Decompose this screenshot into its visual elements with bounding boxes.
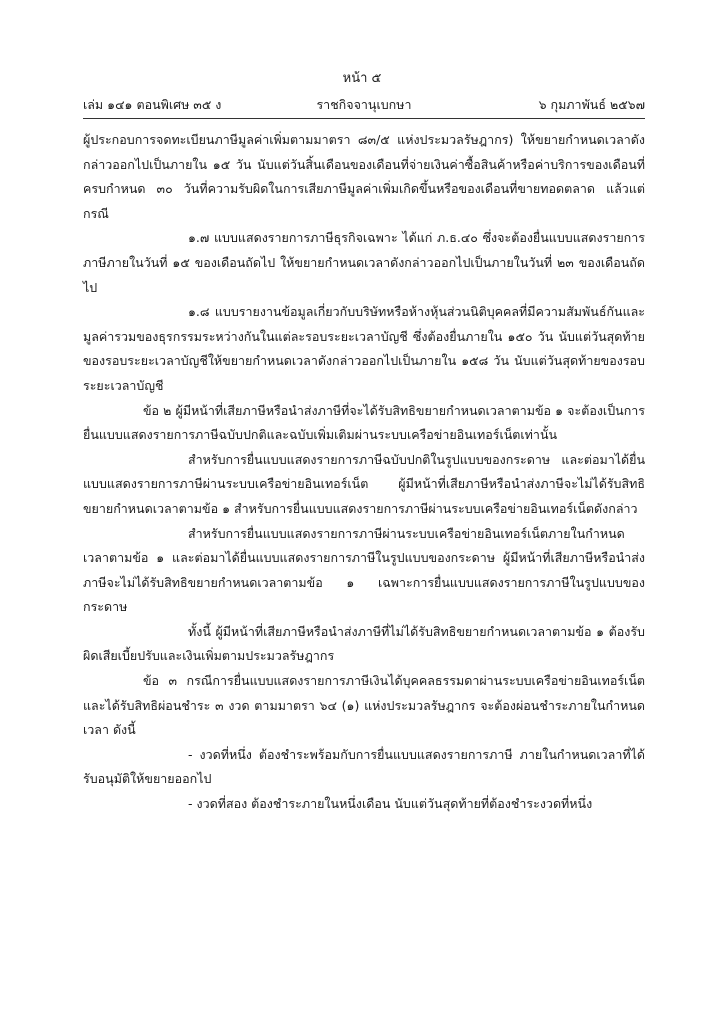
gazette-header bbox=[83, 95, 645, 115]
clause-2-paper-filing: สำหรับการยื่นแบบแสดงรายการภาษีฉบับปกติในรูปแบบของกระดาษ และต่อมาได้ยื่นแบบแสดงรายการภาษีผ่านระบบเครือข่ายอินเทอร์เน็ต ผู้มีหน้าที่เสียภาษีหรือนำส่งภาษีจะไม่ได้รับสิทธิขยายกำหนดเวลาตามข้อ ๑ สำหรับการยื่นแบบแสดงรายการภาษีผ่านระบบเครือข่ายอินเทอร์เน็ตดังกล่าว bbox=[83, 451, 645, 516]
publication-date: ๖ กุมภาพันธ์ ๒๕๖๗ bbox=[538, 97, 645, 112]
header-divider bbox=[83, 118, 645, 119]
issue-info: เล่ม ๑๔๑ ตอนพิเศษ ๓๕ ง bbox=[83, 97, 222, 112]
page-number: หน้า ๕ bbox=[342, 71, 382, 86]
installment-1: - งวดที่หนึ่ง ต้องชำระพร้อมกับการยื่นแบบแสดงรายการภาษี ภายในกำหนดเวลาที่ได้รับอนุมัติให้ขยายออกไป bbox=[83, 746, 645, 787]
installment-2: - งวดที่สอง ต้องชำระภายในหนึ่งเดือน นับแต่วันสุดท้ายที่ต้องชำระงวดที่หนึ่ง bbox=[188, 796, 593, 812]
clause-3: ข้อ ๓ กรณีการยื่นแบบแสดงรายการภาษีเงินได้บุคคลธรรมดาผ่านระบบเครือข่ายอินเทอร์เน็ตและได้รับสิทธิผ่อนชำระ ๓ งวด ตามมาตรา ๖๔ (๑) แห่งประมวลรัษฎากร จะต้องผ่อนชำระภายในกำหนดเวลา ดังนี้ bbox=[83, 673, 645, 738]
clause-2: ข้อ ๒ ผู้มีหน้าที่เสียภาษีหรือนำส่งภาษีที่จะได้รับสิทธิขยายกำหนดเวลาตามข้อ ๑ จะต้องเป็นการยื่นแบบแสดงรายการภาษีฉบับปกติและฉบับเพิ่มเติมผ่านระบบเครือข่ายอินเทอร์เน็ตเท่านั้น bbox=[83, 402, 645, 443]
clause-2-penalty: ทั้งนี้ ผู้มีหน้าที่เสียภาษีหรือนำส่งภาษีที่ไม่ได้รับสิทธิขยายกำหนดเวลาตามข้อ ๑ ต้องรับผิดเสียเบี้ยปรับและเงินเพิ่มตามประมวลรัษฎากร bbox=[83, 623, 645, 664]
paragraph-continuation: ผู้ประกอบการจดทะเบียนภาษีมูลค่าเพิ่มตามมาตรา ๘๓/๕ แห่งประมวลรัษฎากร) ให้ขยายกำหนดเวลาดังกล่าวออกไปเป็นภายใน ๑๕ วัน นับแต่วันสิ้นเดือนของเดือนที่จ่ายเงินค่าซื้อสินค้าหรือค่าบริการของเดือนที่ครบกำหนด ๓๐ วันที่ความรับผิดในการเสียภาษีมูลค่าเพิ่มเกิดขึ้นหรือของเดือนที่ขายทอดตลาด แล้วแต่กรณี bbox=[83, 132, 645, 221]
paragraph-1-7: ๑.๗ แบบแสดงรายการภาษีธุรกิจเฉพาะ ได้แก่ ภ.ธ.๔๐ ซึ่งจะต้องยื่นแบบแสดงรายการภาษีภายในวันที่ ๑๕ ของเดือนถัดไป ให้ขยายกำหนดเวลาดังกล่าวออกไปเป็นภายในวันที่ ๒๓ ของเดือนถัดไป bbox=[83, 230, 645, 295]
gazette-name: ราชกิจจานุเบกษา bbox=[316, 97, 412, 112]
clause-2-internet-filing: สำหรับการยื่นแบบแสดงรายการภาษีผ่านระบบเครือข่ายอินเทอร์เน็ตภายในกำหนดเวลาตามข้อ ๑ และต่อมาได้ยื่นแบบแสดงรายการภาษีในรูปแบบของกระดาษ ผู้มีหน้าที่เสียภาษีหรือนำส่งภาษีจะไม่ได้รับสิทธิขยายกำหนดเวลาตามข้อ ๑ เฉพาะการยื่นแบบแสดงรายการภาษีในรูปแบบของกระดาษ bbox=[83, 525, 645, 615]
paragraph-1-8: ๑.๘ แบบรายงานข้อมูลเกี่ยวกับบริษัทหรือห้างหุ้นส่วนนิติบุคคลที่มีความสัมพันธ์กันและมูลค่ารวมของธุรกรรมระหว่างกันในแต่ละรอบระยะเวลาบัญชี ซึ่งต้องยื่นภายใน ๑๕๐ วัน นับแต่วันสุดท้ายของรอบระยะเวลาบัญชีให้ขยายกำหนดเวลาดังกล่าวออกไปเป็นภายใน ๑๕๘ วัน นับแต่วันสุดท้ายของรอบระยะเวลาบัญชี bbox=[83, 304, 645, 393]
document-body bbox=[83, 128, 645, 817]
